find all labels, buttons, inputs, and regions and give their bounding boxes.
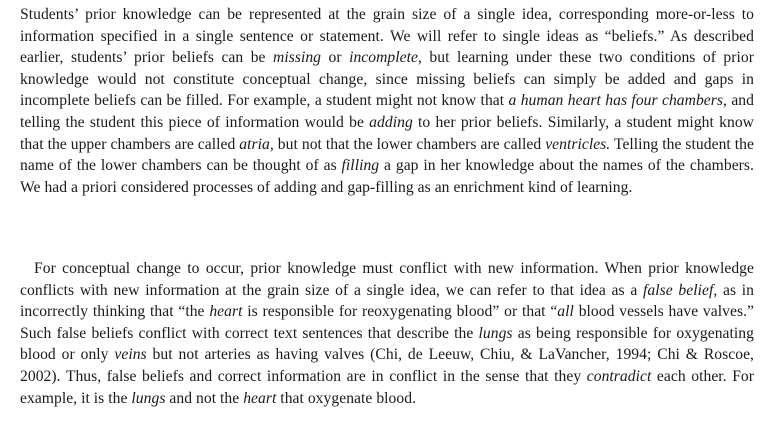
text-run-italic: incomplete (349, 49, 418, 67)
text-run: a gap in her knowledge about the names of the chambers. We had a priori considered processes of adding and gap-filling as an enrichment kind of learning. (20, 157, 754, 196)
text-run: For conceptual change to occur, prior knowledge must conflict with new information. When prior knowledge conflicts with new information at the grain size of a single idea, we can refer to that idea as a (20, 260, 754, 299)
text-run: is responsible for reoxygenating blood” or that “ (242, 303, 558, 321)
text-run-italic: contradict (586, 367, 652, 385)
text-run: but not arteries as having valves (Chi, de Leeuw, Chiu, & LaVancher, 1994; Chi & Roscoe, 2002). Thus, false beliefs and correct information are in conflict in the sense that they (20, 346, 754, 385)
text-run: blood vessels have valves.” Such false beliefs conflict with correct text sentences that describe the (20, 303, 754, 342)
text-run-italic: filling (341, 157, 380, 175)
text-run-italic: veins (114, 346, 147, 364)
text-run: , and telling the student this piece of information would be (20, 92, 754, 131)
text-run: but not that the lower chambers are called (273, 135, 546, 153)
text-run-italic: atria, (239, 135, 274, 153)
text-run: or (321, 49, 350, 67)
text-run: to her prior beliefs. Similarly, a student might know that the upper chambers are called (20, 113, 754, 153)
text-run-italic: adding (369, 113, 413, 131)
text-run: as being responsible for oxygenating blood or only (20, 324, 754, 364)
text-run-italic: false belief (643, 281, 714, 299)
text-run-italic: heart (209, 303, 243, 321)
text-run-italic: lungs (131, 389, 166, 407)
text-run: , as in incorrectly thinking that “the (20, 281, 754, 321)
text-run: Telling the student the name of the lower chambers can be thought of as (20, 135, 754, 175)
text-run: each other. For example, it is the (20, 367, 755, 407)
paragraph-prior-knowledge (20, 4, 754, 198)
text-run-italic: all (557, 303, 574, 321)
text-run-italic: a human heart has four chambers (508, 92, 724, 110)
text-run: Students’ prior knowledge can be represented at the grain size of a single idea, corresponding more-or-less to information specified in a single sentence or statement. We will refer to single ideas as “beliefs.” As described earlier, students’ prior beliefs can be (20, 6, 754, 67)
paragraph-conceptual-change (20, 258, 754, 409)
text-run-italic: missing (273, 49, 322, 67)
text-run-italic: lungs (478, 324, 513, 342)
text-run: that oxygenate blood. (276, 389, 417, 407)
text-run: and not the (165, 389, 244, 407)
text-run: , but learning under these two conditions of prior knowledge would not constitute conceptual change, since missing beliefs can simply be added and gaps in incomplete beliefs can be filled. For example, a student might not know that (20, 49, 754, 110)
text-run-italic: ventricles. (545, 135, 611, 153)
text-run-italic: heart (243, 389, 277, 407)
